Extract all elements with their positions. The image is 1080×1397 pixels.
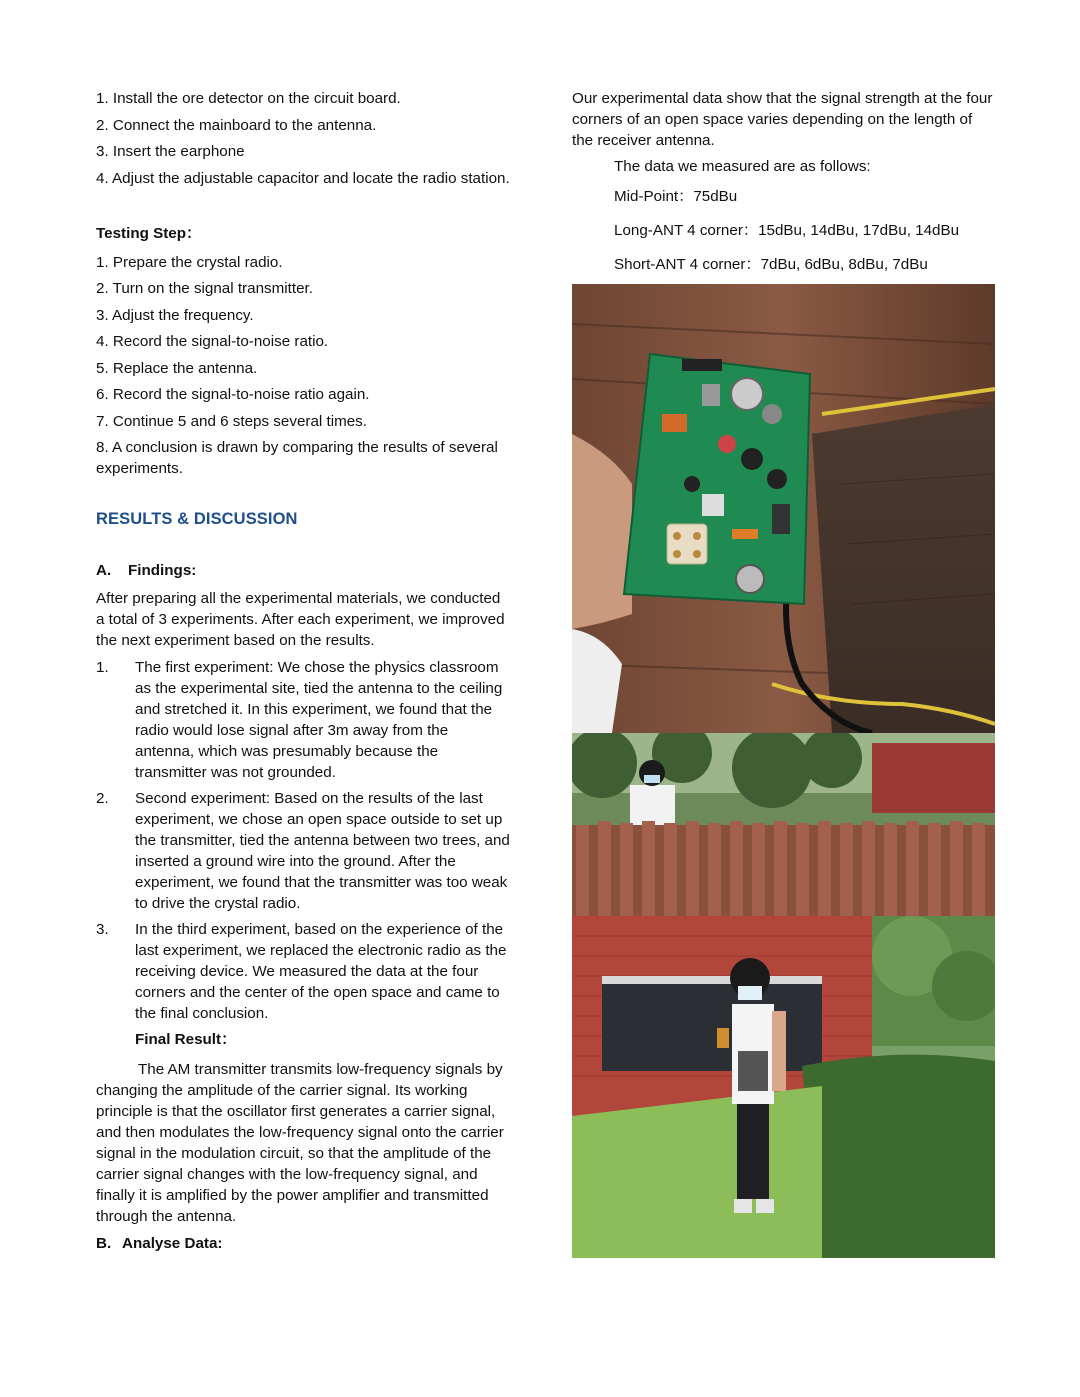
experiment-number: 1. [96, 659, 109, 676]
analyse-index: B. [96, 1235, 112, 1252]
testing-step: 2. Turn on the signal transmitter. [96, 280, 313, 297]
experiment-text: In the third experiment, based on the experience of the last experiment, we replaced the electronic radio as the receiving device. We measured the data at the four corners and the center of the open space and came to the final conclusion. [135, 921, 507, 1022]
assembly-step: 2. Connect the mainboard to the antenna. [96, 116, 377, 134]
final-result-heading: Final Result： [135, 1031, 237, 1048]
experiment-number: 2. [96, 790, 109, 807]
circuit-board-photo [572, 284, 995, 733]
assembly-step: 4. Adjust the adjustable capacitor and locate the radio station. [96, 169, 510, 187]
testing-step: 3. Adjust the frequency. [96, 306, 254, 324]
testing-step: 6. Record the signal-to-noise ratio again. [96, 386, 370, 403]
testing-step: 5. Replace the antenna. [96, 359, 258, 377]
results-discussion-heading: RESULTS & DISCUSSION [96, 510, 298, 528]
analyse-data-heading [96, 1233, 510, 1254]
experiment-number: 3. [96, 921, 109, 938]
measured-intro: The data we measured are as follows: [614, 158, 871, 175]
measurement-long-ant: Long-ANT 4 corner：15dBu, 14dBu, 17dBu, 14dBu [614, 222, 960, 239]
findings-title: Findings: [128, 562, 197, 579]
final-result-text: The AM transmitter transmits low-frequency signals by changing the amplitude of the carrier signal. Its working principle is that the oscillator first generates a carrier signal, and then modulates the low-frequency signal onto the carrier signal in the modulation circuit, so that the amplitude of the carrier signal changes with the low-frequency signal, and finally it is amplified by the power amplifier and transmitted through the antenna. [96, 1061, 504, 1225]
findings-intro: After preparing all the experimental materials, we conducted a total of 3 experiments. After each experiment, we improved the next experiment based on the results. [96, 590, 505, 649]
findings-index: A. [96, 562, 112, 579]
experiment-text: The first experiment: We chose the physics classroom as the experimental site, tied the antenna to the ceiling and stretched it. In this experiment, we found that the radio would lose signal after 3m away from the antenna, which was presumably because the transmitter was not grounded. [135, 659, 503, 781]
experiment-item [96, 788, 510, 914]
right-column [572, 88, 996, 275]
experiment-item [96, 657, 510, 783]
measurement-short-ant: Short-ANT 4 corner：7dBu, 6dBu, 8dBu, 7dBu [614, 256, 928, 273]
testing-step: 4. Record the signal-to-noise ratio. [96, 333, 329, 350]
testing-steps [96, 252, 510, 480]
findings-heading [96, 560, 510, 581]
assembly-step: 3. Insert the earphone [96, 143, 245, 160]
testing-step: 1. Prepare the crystal radio. [96, 253, 283, 271]
student-on-lawn-photo [572, 916, 995, 1258]
assembly-steps [96, 88, 510, 189]
experiment-text: Second experiment: Based on the results of the last experiment, we chose an open space outside to set up the transmitter, tied the antenna between two trees, and inserted a ground wire into the ground. After the experiment, we found that the transmitter was too weak to drive the crystal radio. [135, 790, 510, 912]
testing-step: 7. Continue 5 and 6 steps several times. [96, 412, 367, 430]
measurement-midpoint: Mid-Point：75dBu [614, 188, 738, 205]
data-intro: Our experimental data show that the signal strength at the four corners of an open space varies depending on the length of the receiver antenna. [572, 90, 993, 149]
experiment-item [96, 919, 510, 1024]
fence-photo [572, 733, 995, 916]
assembly-step: 1. Install the ore detector on the circuit board. [96, 90, 401, 107]
left-column [96, 88, 510, 1254]
analyse-title: Analyse Data: [122, 1235, 223, 1252]
testing-step-heading: Testing Step： [96, 224, 202, 242]
testing-step: 8. A conclusion is drawn by comparing the results of several experiments. [96, 439, 498, 477]
experiment-list [96, 657, 510, 1024]
